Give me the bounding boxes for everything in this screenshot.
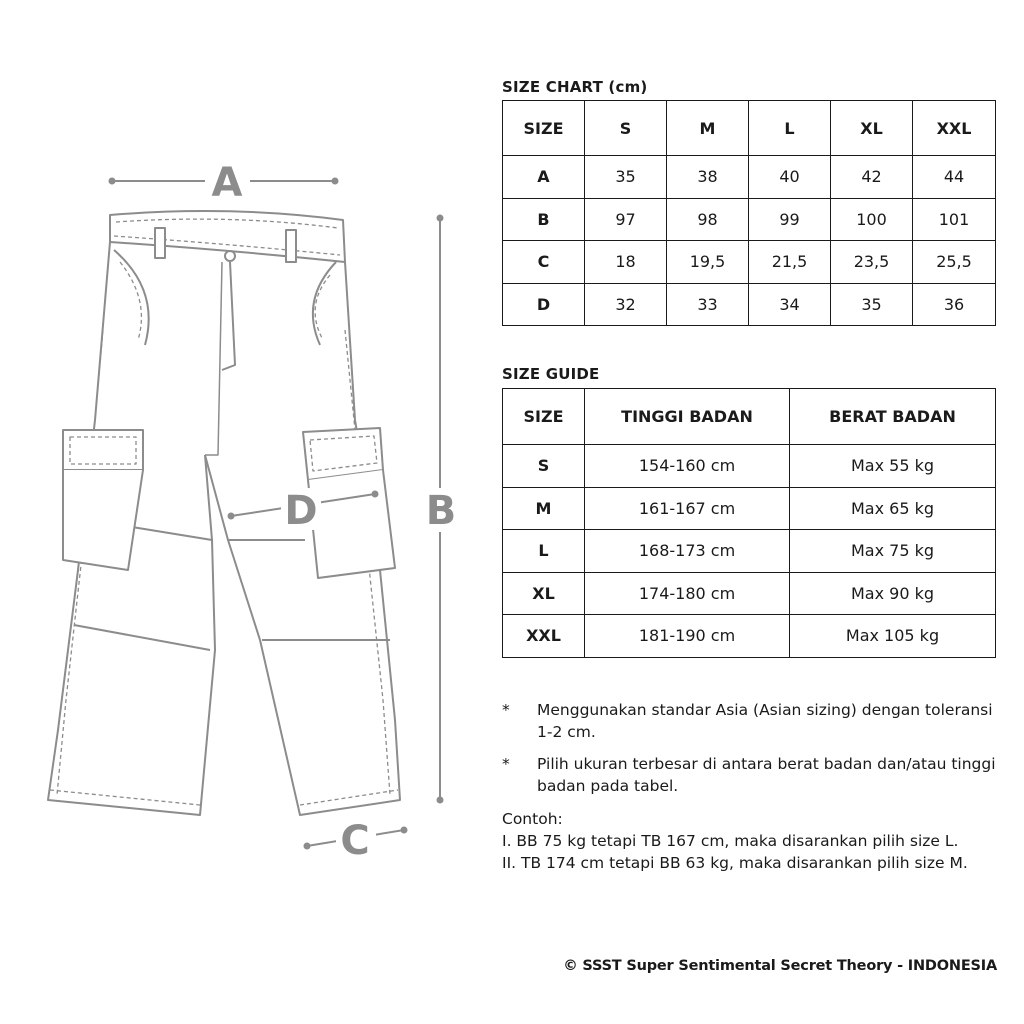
example-block bbox=[502, 808, 1017, 874]
waistband bbox=[110, 211, 345, 262]
table-cell: 101 bbox=[913, 198, 996, 241]
table-cell: 35 bbox=[831, 283, 913, 326]
table-cell: 100 bbox=[831, 198, 913, 241]
table-cell: 19,5 bbox=[667, 241, 749, 284]
table-cell: 36 bbox=[913, 283, 996, 326]
header-cell: XXL bbox=[913, 101, 996, 156]
header-cell: TINGGI BADAN bbox=[585, 389, 790, 445]
table-cell: 181-190 cm bbox=[585, 615, 790, 658]
table-cell: 161-167 cm bbox=[585, 487, 790, 530]
dimension-b bbox=[418, 215, 462, 804]
table-cell: 34 bbox=[749, 283, 831, 326]
table-cell: 42 bbox=[831, 156, 913, 199]
pants-illustration bbox=[0, 0, 500, 1024]
row-label: D bbox=[503, 283, 585, 326]
table-cell: Max 55 kg bbox=[790, 445, 996, 488]
table-cell: 168-173 cm bbox=[585, 530, 790, 573]
table-cell: 25,5 bbox=[913, 241, 996, 284]
header-cell: SIZE bbox=[503, 389, 585, 445]
header-cell: SIZE bbox=[503, 101, 585, 156]
size-guide-table bbox=[502, 388, 996, 658]
table-row bbox=[503, 283, 996, 326]
example-label: Contoh: bbox=[502, 810, 563, 828]
table-cell: 99 bbox=[749, 198, 831, 241]
notes-list bbox=[502, 699, 1012, 807]
size-chart-table bbox=[502, 100, 996, 326]
table-row bbox=[503, 198, 996, 241]
table-row bbox=[503, 156, 996, 199]
table-cell: 154-160 cm bbox=[585, 445, 790, 488]
header-cell: BERAT BADAN bbox=[790, 389, 996, 445]
row-label: B bbox=[503, 198, 585, 241]
table-cell: 33 bbox=[667, 283, 749, 326]
table-cell: Max 90 kg bbox=[790, 572, 996, 615]
dimension-letter-d: D bbox=[284, 488, 318, 534]
note-text: Menggunakan standar Asia (Asian sizing) dengan toleransi 1-2 cm. bbox=[537, 701, 993, 741]
table-cell: 32 bbox=[585, 283, 667, 326]
note-text: Pilih ukuran terbesar di antara berat badan dan/atau tinggi badan pada tabel. bbox=[537, 755, 996, 795]
table-cell: 21,5 bbox=[749, 241, 831, 284]
table-cell: Max 105 kg bbox=[790, 615, 996, 658]
table-cell: 18 bbox=[585, 241, 667, 284]
row-label: XXL bbox=[503, 615, 585, 658]
table-row bbox=[503, 572, 996, 615]
size-chart-header-row bbox=[503, 101, 996, 156]
table-cell: Max 65 kg bbox=[790, 487, 996, 530]
dimension-c bbox=[304, 818, 408, 864]
example-line: II. TB 174 cm tetapi BB 63 kg, maka disarankan pilih size M. bbox=[502, 854, 968, 872]
size-chart-title: SIZE CHART (cm) bbox=[502, 78, 648, 96]
note-marker: * bbox=[502, 755, 510, 773]
row-label: C bbox=[503, 241, 585, 284]
dimension-letter-b: B bbox=[425, 488, 457, 534]
table-cell: 40 bbox=[749, 156, 831, 199]
table-cell: 23,5 bbox=[831, 241, 913, 284]
note-item bbox=[502, 753, 1012, 797]
dimension-letter-c: C bbox=[340, 818, 370, 864]
header-cell: XL bbox=[831, 101, 913, 156]
table-row bbox=[503, 615, 996, 658]
row-label: A bbox=[503, 156, 585, 199]
size-guide-header-row bbox=[503, 389, 996, 445]
row-label: M bbox=[503, 487, 585, 530]
row-label: L bbox=[503, 530, 585, 573]
header-cell: M bbox=[667, 101, 749, 156]
header-cell: L bbox=[749, 101, 831, 156]
table-row bbox=[503, 487, 996, 530]
row-label: XL bbox=[503, 572, 585, 615]
note-item bbox=[502, 699, 1012, 743]
note-marker: * bbox=[502, 701, 510, 719]
table-cell: 97 bbox=[585, 198, 667, 241]
table-cell: 98 bbox=[667, 198, 749, 241]
dimension-letter-a: A bbox=[211, 160, 243, 206]
example-line: I. BB 75 kg tetapi TB 167 cm, maka disarankan pilih size L. bbox=[502, 832, 959, 850]
size-guide-title: SIZE GUIDE bbox=[502, 365, 600, 383]
dimension-a bbox=[109, 160, 339, 206]
table-cell: 35 bbox=[585, 156, 667, 199]
table-cell: Max 75 kg bbox=[790, 530, 996, 573]
table-cell: 44 bbox=[913, 156, 996, 199]
table-row bbox=[503, 241, 996, 284]
row-label: S bbox=[503, 445, 585, 488]
table-cell: 38 bbox=[667, 156, 749, 199]
table-row bbox=[503, 445, 996, 488]
table-row bbox=[503, 530, 996, 573]
header-cell: S bbox=[585, 101, 667, 156]
table-cell: 174-180 cm bbox=[585, 572, 790, 615]
copyright-footer: © SSST Super Sentimental Secret Theory - INDONESIA bbox=[563, 958, 997, 974]
